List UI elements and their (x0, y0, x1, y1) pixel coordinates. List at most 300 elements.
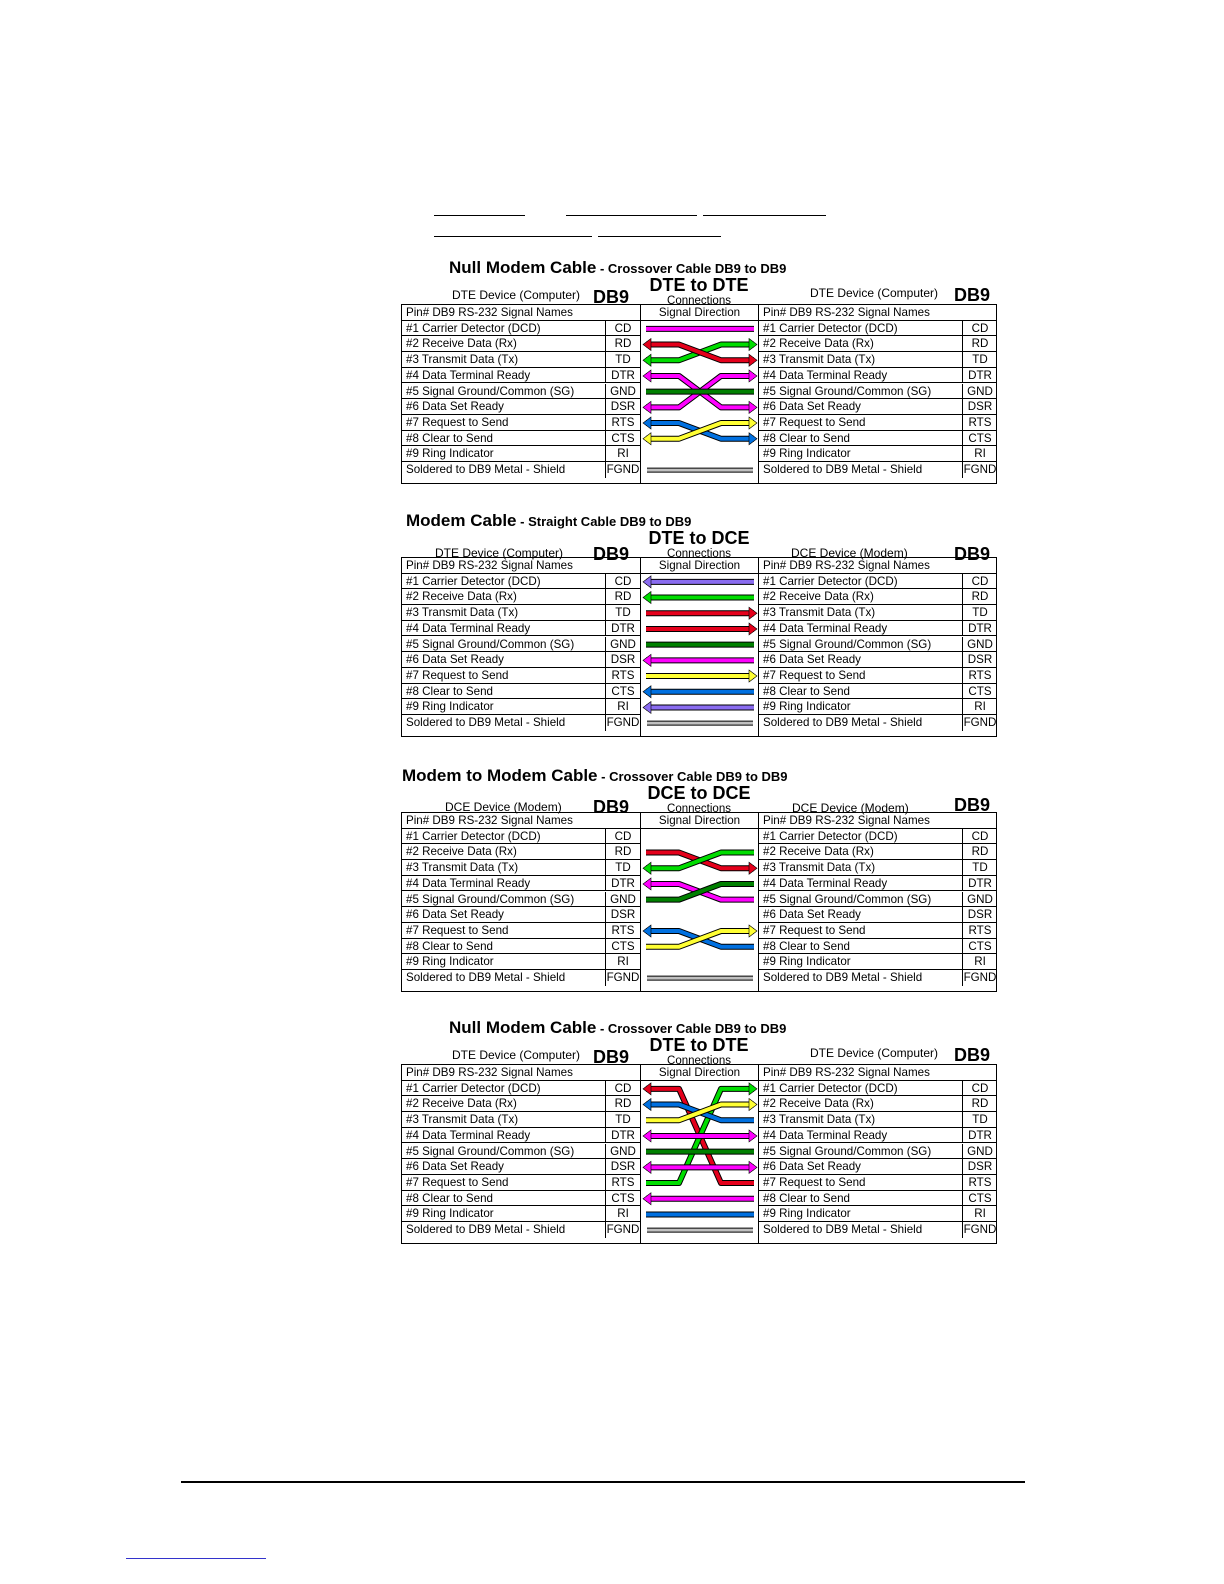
footer-link-underline[interactable] (126, 1558, 266, 1559)
pin-header-label: Pin# DB9 RS-232 Signal Names (406, 559, 573, 572)
signal-abbr: DSR (605, 652, 640, 668)
left-pin-row (402, 321, 640, 337)
signal-wire (646, 623, 757, 635)
signal-name: #4 Data Terminal Ready (406, 876, 531, 890)
footer-rule (181, 1481, 1025, 1483)
right-pin-row (759, 589, 997, 605)
cable-diagram (401, 511, 997, 759)
signal-abbr: GND (962, 384, 997, 400)
signal-abbr: GND (962, 1144, 997, 1160)
signal-name: #2 Receive Data (Rx) (406, 1097, 517, 1111)
signal-abbr: GND (605, 637, 640, 653)
signal-abbr: GND (962, 637, 997, 653)
signal-abbr: RTS (605, 668, 640, 684)
signal-abbr: CTS (605, 1191, 640, 1207)
signal-abbr: TD (605, 860, 640, 876)
cable-diagram (401, 766, 997, 1014)
right-pin-row (759, 876, 997, 892)
signal-wires (641, 321, 759, 478)
left-pin-row (402, 699, 640, 715)
pin-header-label: Pin# DB9 RS-232 Signal Names (763, 1066, 930, 1079)
left-pin-row (402, 876, 640, 892)
signal-name: #2 Receive Data (Rx) (406, 845, 517, 859)
signal-abbr: FGND (963, 463, 997, 476)
right-pin-row (759, 1222, 997, 1238)
right-pin-row (759, 860, 997, 876)
signal-direction-header: Signal Direction (640, 558, 759, 574)
left-pin-row (402, 907, 640, 923)
left-pin-row (402, 652, 640, 668)
signal-name: #8 Clear to Send (763, 431, 851, 445)
underline-2 (566, 215, 697, 216)
signal-name: Soldered to DB9 Metal - Shield (763, 716, 923, 729)
signal-wire (643, 654, 754, 666)
left-pin-row (402, 939, 640, 955)
signal-name: #2 Receive Data (Rx) (763, 1097, 874, 1111)
signal-abbr: RTS (605, 1175, 640, 1191)
right-pin-row (759, 939, 997, 955)
right-header (759, 1065, 997, 1081)
left-db9-label: DB9 (593, 287, 630, 307)
diagram-subtitle: - Crossover Cable DB9 to DB9 (596, 1021, 787, 1036)
signal-name: #7 Request to Send (763, 415, 866, 429)
pinout-table (401, 557, 997, 737)
right-pin-row (759, 321, 997, 337)
signal-name: #3 Transmit Data (Tx) (763, 353, 876, 367)
left-header (402, 558, 640, 574)
signal-abbr: GND (605, 892, 640, 908)
signal-name: Soldered to DB9 Metal - Shield (406, 971, 566, 984)
left-db9-label: DB9 (593, 1047, 630, 1067)
underline-3 (703, 215, 826, 216)
diagram-title-main: Null Modem Cable (449, 1018, 597, 1037)
signal-name: Soldered to DB9 Metal - Shield (406, 463, 566, 476)
signal-name: #5 Signal Ground/Common (SG) (763, 892, 932, 906)
right-pin-row (759, 1159, 997, 1175)
signal-name: #7 Request to Send (406, 668, 509, 682)
signal-name: #4 Data Terminal Ready (763, 1128, 888, 1142)
signal-abbr: CTS (962, 1191, 997, 1207)
right-pin-row (759, 1096, 997, 1112)
signal-name: #5 Signal Ground/Common (SG) (763, 1144, 932, 1158)
signal-name: Soldered to DB9 Metal - Shield (763, 1223, 923, 1236)
signal-abbr: CD (962, 574, 997, 590)
signal-name: #5 Signal Ground/Common (SG) (406, 384, 575, 398)
pinout-table (401, 812, 997, 992)
signal-wire (643, 576, 754, 588)
signal-name: #1 Carrier Detector (DCD) (763, 574, 898, 588)
signal-abbr: TD (962, 1112, 997, 1128)
diagram-subtitle: - Straight Cable DB9 to DB9 (516, 514, 692, 529)
diagram-subtitle: - Crossover Cable DB9 to DB9 (597, 769, 788, 784)
right-device-label: DTE Device (Computer) (810, 286, 939, 300)
signal-abbr: FGND (606, 971, 640, 984)
signal-direction-header: Signal Direction (640, 1065, 759, 1081)
signal-name: #7 Request to Send (406, 923, 509, 937)
right-pin-row (759, 399, 997, 415)
left-pin-row (402, 684, 640, 700)
signal-abbr: TD (605, 605, 640, 621)
signal-name: Soldered to DB9 Metal - Shield (406, 1223, 566, 1236)
left-pin-row (402, 446, 640, 462)
right-device-label: DCE Device (Modem) (792, 801, 909, 815)
signal-name: #7 Request to Send (406, 1175, 509, 1189)
signal-name: #2 Receive Data (Rx) (763, 845, 874, 859)
signal-name: #8 Clear to Send (763, 1191, 851, 1205)
left-pin-row (402, 589, 640, 605)
signal-abbr: RI (962, 954, 997, 970)
signal-wire (643, 592, 754, 604)
signal-name: #6 Data Set Ready (406, 400, 504, 414)
left-pin-row (402, 1096, 640, 1112)
left-pin-row (402, 352, 640, 368)
right-header (759, 305, 997, 321)
left-pin-row (402, 892, 640, 908)
signal-abbr: DSR (605, 1159, 640, 1175)
signal-abbr: TD (605, 352, 640, 368)
connection-type (639, 276, 759, 307)
signal-abbr: DTR (962, 368, 997, 384)
right-pin-row (759, 336, 997, 352)
left-pin-row (402, 1128, 640, 1144)
right-header (759, 813, 997, 829)
left-pin-row (402, 1222, 640, 1238)
signal-abbr: CD (962, 1081, 997, 1097)
signal-abbr: DSR (962, 1159, 997, 1175)
pin-header-label: Pin# DB9 RS-232 Signal Names (763, 306, 930, 319)
signal-name: #6 Data Set Ready (763, 653, 861, 667)
signal-name: #9 Ring Indicator (763, 1207, 851, 1221)
signal-name: #3 Transmit Data (Tx) (763, 861, 876, 875)
signal-abbr: DTR (605, 876, 640, 892)
connection-type-label: DTE to DCE (648, 528, 750, 548)
signal-abbr: CD (605, 829, 640, 845)
signal-abbr: TD (962, 352, 997, 368)
signal-wire (643, 1161, 757, 1173)
left-pin-row (402, 923, 640, 939)
diagram-title-main: Modem to Modem Cable (402, 766, 598, 785)
signal-abbr: CTS (962, 431, 997, 447)
left-device-label: DTE Device (Computer) (435, 546, 564, 560)
signal-abbr: RI (962, 446, 997, 462)
signal-abbr: RI (962, 1206, 997, 1222)
signal-abbr: GND (605, 1144, 640, 1160)
right-pin-row (759, 1206, 997, 1222)
signal-abbr: DSR (605, 907, 640, 923)
signal-name: #1 Carrier Detector (DCD) (763, 829, 898, 843)
signal-abbr: DTR (605, 368, 640, 384)
right-header (759, 558, 997, 574)
right-pin-row (759, 605, 997, 621)
signal-abbr: FGND (606, 716, 640, 729)
right-pin-row (759, 1191, 997, 1207)
connection-type (639, 1036, 759, 1067)
signal-abbr: RD (605, 336, 640, 352)
signal-abbr: FGND (963, 1223, 997, 1236)
signal-abbr: RD (962, 336, 997, 352)
left-pin-row (402, 399, 640, 415)
pinout-table (401, 304, 997, 484)
signal-name: #2 Receive Data (Rx) (763, 337, 874, 351)
connection-type (639, 529, 759, 560)
cable-diagram (401, 258, 997, 506)
right-pin-row (759, 384, 997, 400)
signal-name: #6 Data Set Ready (406, 908, 504, 922)
signal-abbr: RD (962, 844, 997, 860)
signal-abbr: DTR (962, 1128, 997, 1144)
signal-abbr: DSR (962, 399, 997, 415)
signal-abbr: RI (605, 699, 640, 715)
left-pin-row (402, 715, 640, 731)
signal-name: #1 Carrier Detector (DCD) (763, 1081, 898, 1095)
connections-label: Connections (667, 803, 731, 815)
signal-name: #8 Clear to Send (406, 431, 494, 445)
right-pin-row (759, 637, 997, 653)
signal-name: #6 Data Set Ready (763, 908, 861, 922)
signal-name: #7 Request to Send (763, 668, 866, 682)
left-device-label: DCE Device (Modem) (445, 800, 562, 814)
right-pin-row (759, 368, 997, 384)
signal-abbr: RTS (962, 923, 997, 939)
signal-name: #3 Transmit Data (Tx) (406, 353, 519, 367)
signal-abbr: CTS (605, 431, 640, 447)
left-pin-row (402, 605, 640, 621)
left-pin-row (402, 1159, 640, 1175)
signal-abbr: RD (962, 589, 997, 605)
signal-name: #7 Request to Send (406, 415, 509, 429)
underline-4 (434, 236, 592, 237)
signal-abbr: FGND (963, 971, 997, 984)
signal-wire (643, 686, 754, 698)
signal-abbr: DSR (605, 399, 640, 415)
right-pin-row (759, 462, 997, 478)
right-pin-row (759, 1081, 997, 1097)
signal-abbr: RTS (605, 415, 640, 431)
right-pin-row (759, 446, 997, 462)
signal-abbr: CD (605, 574, 640, 590)
right-device-label: DCE Device (Modem) (791, 546, 908, 560)
left-pin-row (402, 970, 640, 986)
signal-wire (646, 670, 757, 682)
signal-abbr: RTS (962, 668, 997, 684)
signal-name: #8 Clear to Send (763, 939, 851, 953)
signal-abbr: GND (962, 892, 997, 908)
right-pin-row (759, 954, 997, 970)
left-header (402, 1065, 640, 1081)
right-pin-row (759, 352, 997, 368)
right-pin-row (759, 1112, 997, 1128)
left-pin-row (402, 384, 640, 400)
signal-name: #3 Transmit Data (Tx) (406, 861, 519, 875)
signal-abbr: DTR (962, 876, 997, 892)
right-db9-label: DB9 (954, 1045, 991, 1065)
right-pin-row (759, 652, 997, 668)
signal-name: #4 Data Terminal Ready (406, 368, 531, 382)
signal-abbr: RTS (605, 923, 640, 939)
diagram-title-main: Null Modem Cable (449, 258, 597, 277)
connection-type (639, 784, 759, 815)
signal-wire (643, 701, 754, 713)
signal-abbr: CTS (962, 684, 997, 700)
signal-abbr: FGND (963, 716, 997, 729)
left-pin-row (402, 1206, 640, 1222)
signal-name: #9 Ring Indicator (406, 955, 494, 969)
signal-abbr: CTS (605, 684, 640, 700)
left-pin-row (402, 621, 640, 637)
signal-abbr: FGND (606, 463, 640, 476)
signal-name: #9 Ring Indicator (406, 1207, 494, 1221)
left-pin-row (402, 1191, 640, 1207)
signal-wire (643, 1193, 754, 1205)
signal-name: #4 Data Terminal Ready (763, 368, 888, 382)
right-pin-row (759, 907, 997, 923)
signal-name: Soldered to DB9 Metal - Shield (763, 971, 923, 984)
right-pin-row (759, 684, 997, 700)
signal-name: #2 Receive Data (Rx) (763, 590, 874, 604)
signal-name: #7 Request to Send (763, 923, 866, 937)
signal-abbr: CD (962, 829, 997, 845)
signal-name: #5 Signal Ground/Common (SG) (763, 637, 932, 651)
signal-name: #6 Data Set Ready (763, 400, 861, 414)
signal-name: #5 Signal Ground/Common (SG) (763, 384, 932, 398)
signal-direction-header: Signal Direction (640, 813, 759, 829)
signal-abbr: RD (605, 1096, 640, 1112)
pin-header-label: Pin# DB9 RS-232 Signal Names (406, 306, 573, 319)
left-pin-row (402, 574, 640, 590)
pin-header-label: Pin# DB9 RS-232 Signal Names (763, 559, 930, 572)
left-pin-row (402, 1144, 640, 1160)
signal-name: #9 Ring Indicator (406, 447, 494, 461)
right-device-label: DTE Device (Computer) (810, 1046, 939, 1060)
signal-name: #8 Clear to Send (406, 1191, 494, 1205)
left-pin-row (402, 829, 640, 845)
signal-abbr: CD (962, 321, 997, 337)
signal-wire (646, 607, 757, 619)
right-pin-row (759, 699, 997, 715)
signal-name: #4 Data Terminal Ready (763, 621, 888, 635)
signal-abbr: DSR (962, 907, 997, 923)
left-db9-label: DB9 (593, 544, 630, 564)
signal-abbr: TD (962, 860, 997, 876)
signal-name: #8 Clear to Send (406, 939, 494, 953)
connection-type-label: DCE to DCE (647, 783, 751, 803)
left-pin-row (402, 462, 640, 478)
left-pin-row (402, 954, 640, 970)
signal-abbr: CD (605, 1081, 640, 1097)
diagram-subtitle: - Crossover Cable DB9 to DB9 (596, 261, 787, 276)
signal-name: #9 Ring Indicator (763, 955, 851, 969)
signal-name: #1 Carrier Detector (DCD) (406, 574, 541, 588)
connections-label: Connections (667, 295, 731, 307)
signal-name: #8 Clear to Send (763, 684, 851, 698)
signal-abbr: RI (962, 699, 997, 715)
signal-name: Soldered to DB9 Metal - Shield (406, 716, 566, 729)
right-pin-row (759, 574, 997, 590)
left-db9-label: DB9 (593, 797, 630, 817)
signal-name: #2 Receive Data (Rx) (406, 590, 517, 604)
left-pin-row (402, 336, 640, 352)
connections-label: Connections (667, 1055, 731, 1067)
left-device-label: DTE Device (Computer) (452, 288, 581, 302)
right-db9-label: DB9 (954, 285, 991, 305)
connection-type-label: DTE to DTE (649, 1035, 749, 1055)
right-pin-row (759, 668, 997, 684)
signal-abbr: CTS (605, 939, 640, 955)
left-pin-row (402, 668, 640, 684)
right-pin-row (759, 715, 997, 731)
signal-name: #9 Ring Indicator (763, 447, 851, 461)
signal-name: #1 Carrier Detector (DCD) (406, 321, 541, 335)
signal-name: #1 Carrier Detector (DCD) (763, 321, 898, 335)
right-db9-label: DB9 (954, 795, 991, 815)
right-pin-row (759, 970, 997, 986)
signal-name: #6 Data Set Ready (406, 653, 504, 667)
underline-5 (598, 236, 721, 237)
signal-name: #3 Transmit Data (Tx) (406, 1113, 519, 1127)
signal-name: #4 Data Terminal Ready (406, 1128, 531, 1142)
signal-abbr: DTR (962, 621, 997, 637)
signal-abbr: RD (605, 589, 640, 605)
right-pin-row (759, 829, 997, 845)
signal-name: #3 Transmit Data (Tx) (763, 1113, 876, 1127)
right-db9-label: DB9 (954, 544, 991, 564)
connections-label: Connections (667, 548, 731, 560)
signal-name: #7 Request to Send (763, 1175, 866, 1189)
right-pin-row (759, 844, 997, 860)
left-header (402, 813, 640, 829)
right-pin-row (759, 415, 997, 431)
signal-abbr: DTR (605, 621, 640, 637)
pin-header-label: Pin# DB9 RS-232 Signal Names (406, 1066, 573, 1079)
diagram-title-main: Modem Cable (406, 511, 517, 530)
signal-abbr: RTS (962, 1175, 997, 1191)
left-header (402, 305, 640, 321)
left-pin-row (402, 1081, 640, 1097)
signal-name: #6 Data Set Ready (406, 1160, 504, 1174)
signal-name: #5 Signal Ground/Common (SG) (406, 892, 575, 906)
connection-type-label: DTE to DTE (649, 275, 749, 295)
left-pin-row (402, 860, 640, 876)
signal-name: #4 Data Terminal Ready (406, 621, 531, 635)
left-pin-row (402, 844, 640, 860)
signal-abbr: CTS (962, 939, 997, 955)
signal-name: #9 Ring Indicator (406, 700, 494, 714)
pin-header-label: Pin# DB9 RS-232 Signal Names (763, 814, 930, 827)
signal-wires (641, 574, 759, 731)
signal-abbr: RTS (962, 415, 997, 431)
signal-name: #3 Transmit Data (Tx) (763, 606, 876, 620)
left-pin-row (402, 1175, 640, 1191)
cable-diagram (401, 1018, 997, 1266)
pinout-table (401, 1064, 997, 1244)
signal-abbr: RI (605, 1206, 640, 1222)
right-pin-row (759, 621, 997, 637)
left-pin-row (402, 637, 640, 653)
signal-name: #1 Carrier Detector (DCD) (406, 829, 541, 843)
right-pin-row (759, 892, 997, 908)
signal-abbr: DTR (605, 1128, 640, 1144)
right-pin-row (759, 1175, 997, 1191)
signal-abbr: FGND (606, 1223, 640, 1236)
signal-name: #4 Data Terminal Ready (763, 876, 888, 890)
signal-name: #9 Ring Indicator (763, 700, 851, 714)
signal-name: #1 Carrier Detector (DCD) (406, 1081, 541, 1095)
signal-abbr: RI (605, 446, 640, 462)
left-pin-row (402, 1112, 640, 1128)
signal-abbr: CD (605, 321, 640, 337)
left-pin-row (402, 415, 640, 431)
pin-header-label: Pin# DB9 RS-232 Signal Names (406, 814, 573, 827)
